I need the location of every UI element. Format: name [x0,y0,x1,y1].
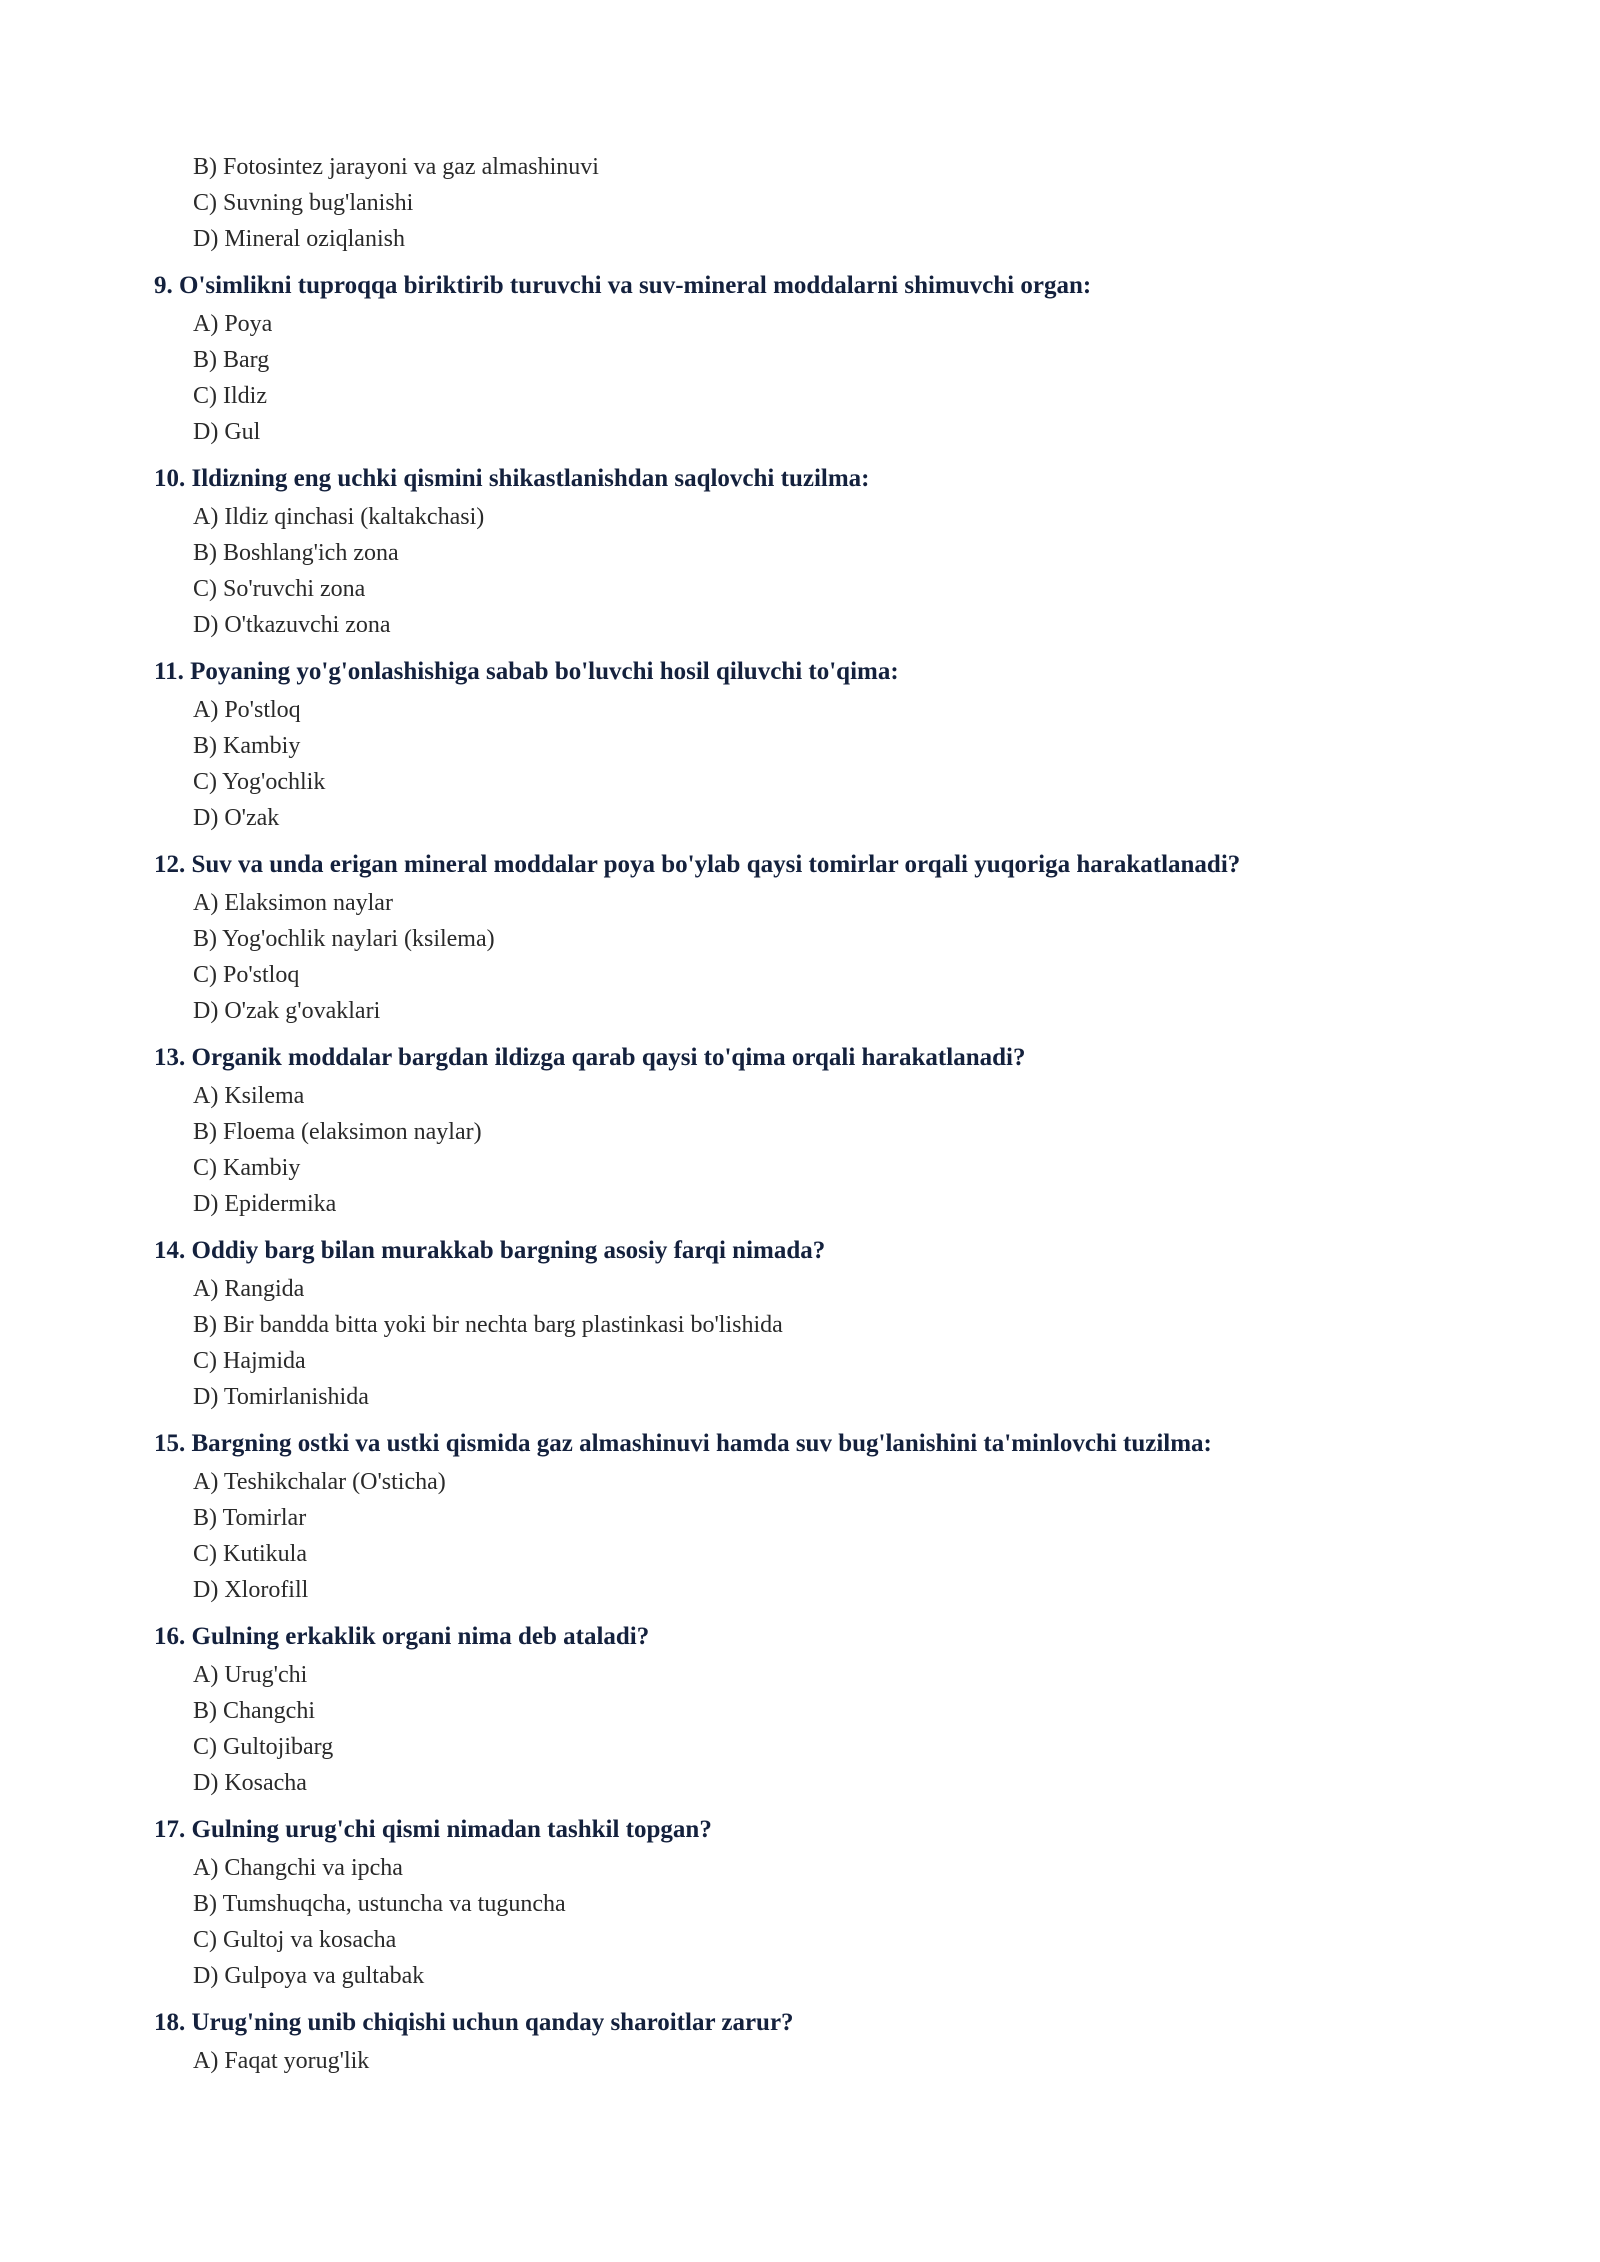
option: D) Xlorofill [193,1577,309,1603]
option: B) Tumshuqcha, ustuncha va tuguncha [193,1891,566,1917]
question-number: 17. [154,1816,186,1843]
question-number: 13. [154,1044,186,1071]
question-block [0,2005,1600,2079]
option: C) Gultojibarg [193,1734,334,1760]
question-number: 12. [154,851,186,878]
option: C) So'ruvchi zona [193,576,366,602]
question-number: 18. [154,2009,186,2036]
question-text [154,1040,1600,1076]
question-label: Bargning ostki va ustki qismida gaz almashinuvi hamda suv bug'lanishini ta'minlovchi tuzilma: [191,1430,1212,1457]
question-number: 11. [154,658,184,685]
question-label: Gulning erkaklik organi nima deb ataladi? [191,1623,650,1650]
question-text [154,461,1600,497]
question-list [0,268,1600,2079]
question-number: 16. [154,1623,186,1650]
option: D) Gul [193,419,261,445]
option: A) Poya [193,311,273,337]
option: D) Kosacha [193,1770,307,1796]
question-block [0,847,1600,1029]
question-label: Oddiy barg bilan murakkab bargning asosiy farqi nimada? [191,1237,826,1264]
question-block [0,1812,1600,1994]
question-number: 14. [154,1237,186,1264]
option: D) O'zak g'ovaklari [193,998,381,1024]
question-text [154,654,1600,690]
option: C) Suvning bug'lanishi [193,190,414,216]
option: B) Changchi [193,1698,315,1724]
question-label: Gulning urug'chi qismi nimadan tashkil topgan? [191,1816,712,1843]
option: B) Barg [193,347,270,373]
question-text [154,2005,1600,2041]
option: C) Gultoj va kosacha [193,1927,397,1953]
option: B) Yog'ochlik naylari (ksilema) [193,926,495,952]
option: C) Yog'ochlik [193,769,326,795]
option: A) Ksilema [193,1083,305,1109]
option: D) Gulpoya va gultabak [193,1963,425,1989]
question-label: Urug'ning unib chiqishi uchun qanday sharoitlar zarur? [191,2009,794,2036]
option: B) Floema (elaksimon naylar) [193,1119,482,1145]
question-block [0,268,1600,450]
option: B) Kambiy [193,733,301,759]
option: D) Epidermika [193,1191,337,1217]
option: A) Changchi va ipcha [193,1855,403,1881]
option: C) Po'stloq [193,962,300,988]
question-text [154,1233,1600,1269]
option: A) Rangida [193,1276,305,1302]
option: D) Tomirlanishida [193,1384,369,1410]
option: C) Kutikula [193,1541,307,1567]
question-text [154,847,1600,883]
option: A) Ildiz qinchasi (kaltakchasi) [193,504,485,530]
option: A) Po'stloq [193,697,301,723]
question-label: Organik moddalar bargdan ildizga qarab qaysi to'qima orqali harakatlanadi? [191,1044,1026,1071]
question-label: O'simlikni tuproqqa biriktirib turuvchi va suv-mineral moddalarni shimuvchi organ: [179,272,1092,299]
option: D) O'zak [193,805,280,831]
option: A) Urug'chi [193,1662,308,1688]
option: B) Tomirlar [193,1505,307,1531]
option: C) Kambiy [193,1155,301,1181]
intro-options [0,149,1600,257]
option: B) Bir bandda bitta yoki bir nechta barg plastinkasi bo'lishida [193,1312,783,1338]
option: A) Faqat yorug'lik [193,2048,370,2074]
option: B) Boshlang'ich zona [193,540,399,566]
question-text [154,1426,1600,1462]
option: C) Ildiz [193,383,267,409]
question-label: Ildizning eng uchki qismini shikastlanishdan saqlovchi tuzilma: [191,465,870,492]
question-number: 10. [154,465,186,492]
option: B) Fotosintez jarayoni va gaz almashinuvi [193,154,599,180]
question-number: 15. [154,1430,186,1457]
question-block [0,461,1600,643]
question-label: Suv va unda erigan mineral moddalar poya bo'ylab qaysi tomirlar orqali yuqoriga harakatlanadi? [191,851,1241,878]
question-text [154,1812,1600,1848]
option: D) O'tkazuvchi zona [193,612,391,638]
question-block [0,1040,1600,1222]
question-block [0,1426,1600,1608]
question-block [0,1233,1600,1415]
question-text [154,1619,1600,1655]
question-block [0,1619,1600,1801]
option: D) Mineral oziqlanish [193,226,405,252]
question-text [154,268,1600,304]
question-block [0,654,1600,836]
option: C) Hajmida [193,1348,306,1374]
question-number: 9. [154,272,173,299]
option: A) Elaksimon naylar [193,890,393,916]
question-label: Poyaning yo'g'onlashishiga sabab bo'luvchi hosil qiluvchi to'qima: [190,658,899,685]
option: A) Teshikchalar (O'sticha) [193,1469,446,1495]
